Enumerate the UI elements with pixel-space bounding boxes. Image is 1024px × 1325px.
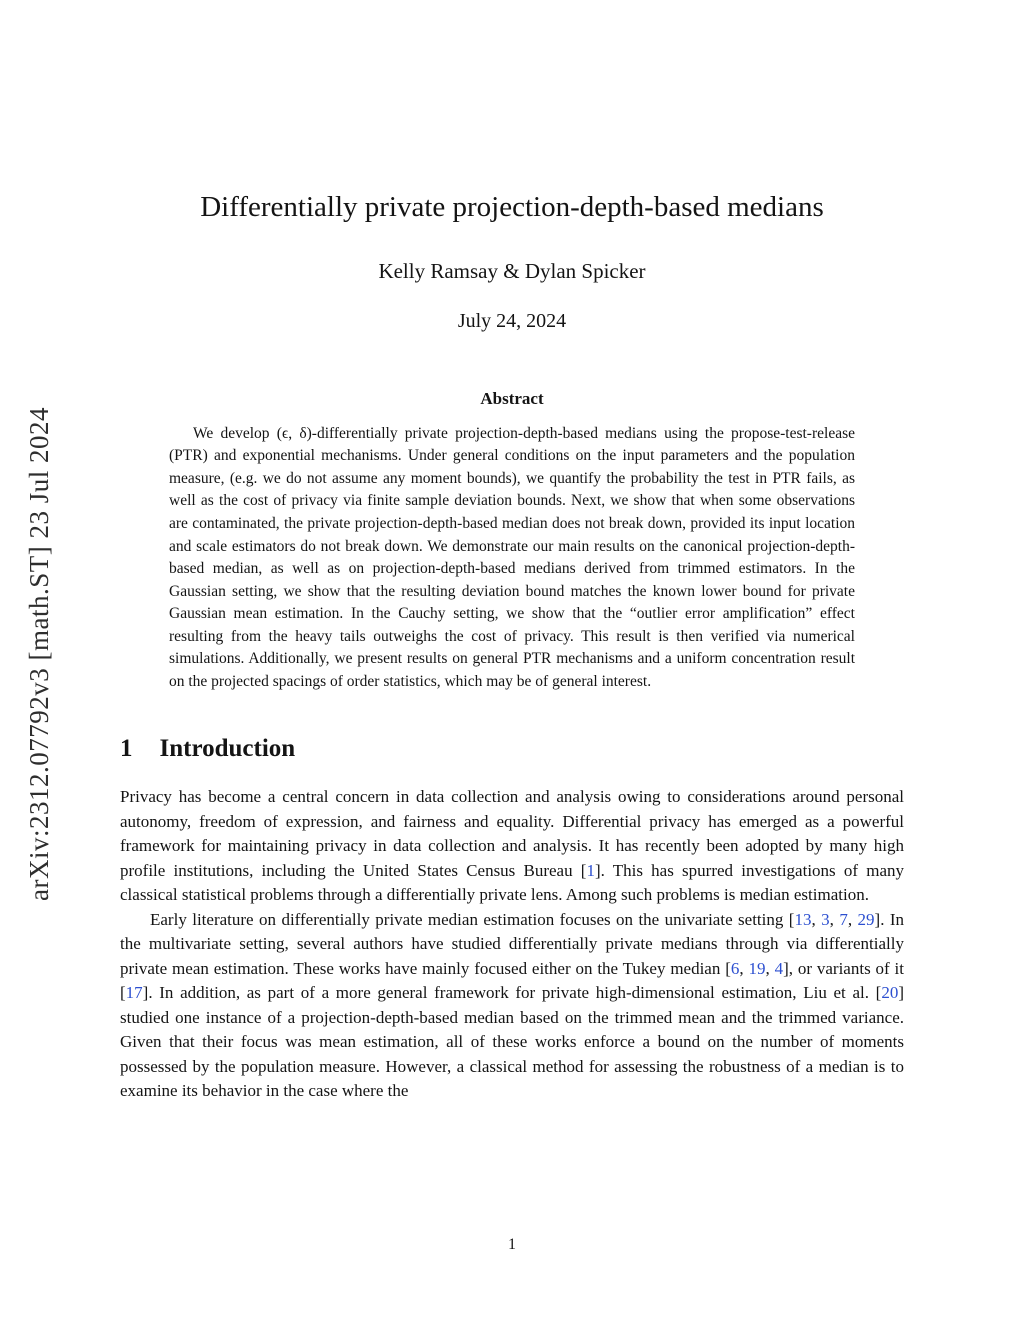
text-segment: Early literature on differentially private median estimation focuses on the univariate setting [ [150,909,795,929]
arxiv-stamp: arXiv:2312.07792v3 [math.ST] 23 Jul 2024 [24,407,54,901]
section-title: Introduction [159,735,296,763]
paper-date: July 24, 2024 [457,309,567,332]
text-segment: ] studied one instance of a projection-depth-based median based on the trimmed mean and the trimmed variance. Given that their focus was mean estimation, all of these works enforce a bound on the number of moments possessed by the population measure. However, a classical method for assessing the robustness of a median is to examine its behavior in the case where the [120,983,904,1100]
text-segment: Privacy has become a central concern in data collection and analysis owing to considerations around personal autonomy, freedom of expression, and fairness and equality. Differential privacy has emerged as a powerful framework for maintaining privacy in data collection and analysis. It has recently been adopted by many high profile institutions, including the United States Census Bureau [ [120,787,904,880]
text-segment: ], or variants of it [ [120,958,904,1003]
text-segment: , [765,958,775,978]
intro-paragraph-1 [120,785,904,907]
citation-link[interactable]: 20 [881,983,899,1003]
abstract-section [169,389,855,694]
citation-link[interactable]: 13 [794,909,812,929]
text-segment: ]. In the multivariate setting, several authors have studied differentially private medians through via differentially private mean estimation. These works have mainly focused either on the Tukey median [ [120,909,905,978]
intro-paragraph-2 [120,908,904,1104]
paper-authors: Kelly Ramsay & Dylan Spicker [378,258,646,283]
abstract-text: We develop (ϵ, δ)-differentially private projection-depth-based medians using the propose-test-release (PTR) and exponential mechanisms. Under general conditions on the input parameters and the population measure, (e.g. we do not assume any moment bounds), we quantify the probability the test in PTR fails, as well as the cost of privacy via finite sample deviation bounds. Next, we show that when some observations are contaminated, the private projection-depth-based median does not break down, provided its input location and scale estimators do not break down. We demonstrate our main results on the canonical projection-depth-based median, as well as on projection-depth-based medians derived from trimmed estimators. In the Gaussian setting, we show that the resulting deviation bound matches the known lower bound for private Gaussian mean estimation. In the Cauchy setting, we show that the “outlier error amplification” effect resulting from the heavy tails outweighs the cost of privacy. This result is then verified via numerical simulations. Additionally, we present results on general PTR mechanisms and a uniform concentration result on the projected spacings of order statistics, which may be of general interest. [169,424,855,690]
section-number: 1 [120,735,133,763]
text-segment: , [829,909,840,929]
citation-link[interactable]: 7 [839,909,848,929]
text-segment: ]. This has spurred investigations of many classical statistical problems through a differentially private lens. Among such problems is median estimation. [120,860,904,905]
page-number: 1 [508,1236,516,1253]
paper-title: Differentially private projection-depth-based medians [200,191,824,223]
citation-link[interactable]: 17 [125,983,143,1003]
citation-link[interactable]: 3 [821,909,830,929]
citation-link[interactable]: 4 [774,958,784,978]
section-heading-introduction [120,735,904,763]
introduction-body [120,785,904,1103]
abstract-heading: Abstract [480,388,544,408]
citation-link[interactable]: 29 [857,909,875,929]
text-segment: , [811,909,822,929]
text-segment: ]. In addition, as part of a more general framework for private high-dimensional estimation, Liu et al. [ [142,983,882,1003]
citation-link[interactable]: 6 [730,958,740,978]
text-segment: , [739,958,749,978]
citation-link[interactable]: 1 [586,860,595,880]
citation-link[interactable]: 19 [748,958,766,978]
text-segment: , [847,909,858,929]
